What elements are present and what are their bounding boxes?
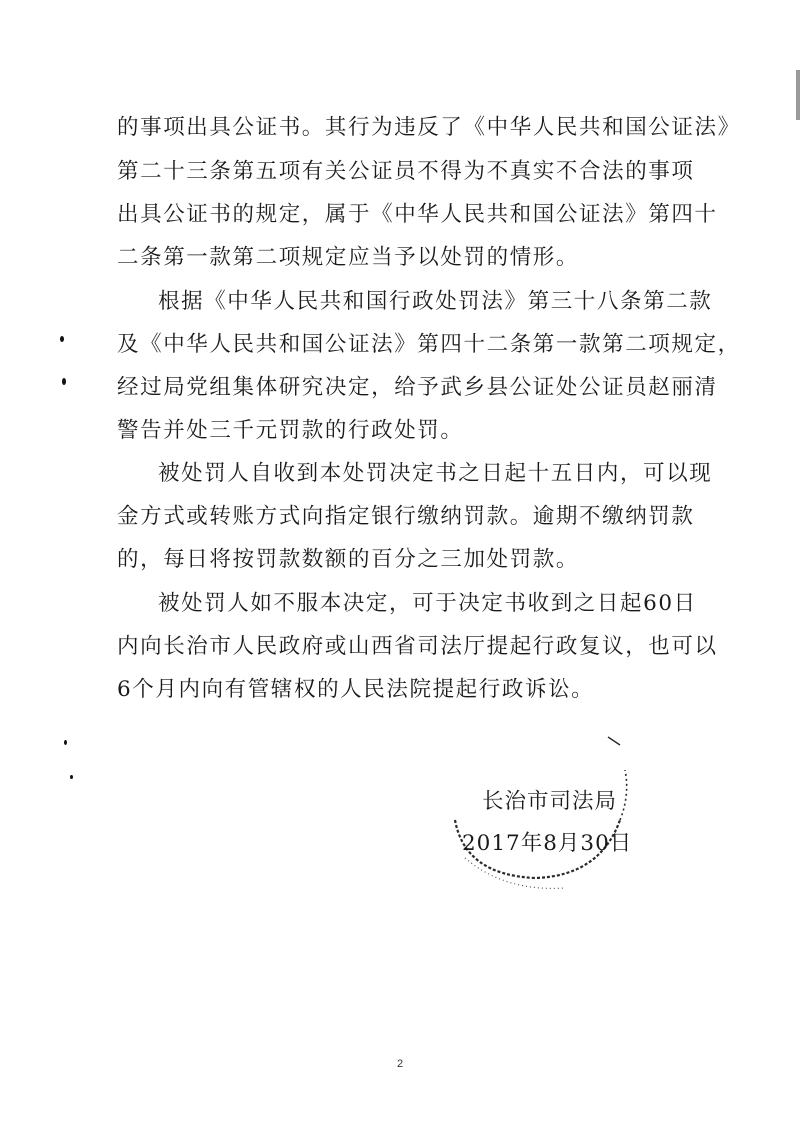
scan-dot-mark <box>70 775 73 779</box>
issue-date: 2017年8月30日 <box>462 831 633 856</box>
page-number: 2 <box>396 1058 404 1070</box>
paragraph-3-line-3: 的，每日将按罚款数额的百分之三加处罚款。 <box>117 547 580 572</box>
paragraph-1-line-1: 的事项出具公证书。其行为违反了《中华人民共和国公证法》 <box>117 115 741 140</box>
paragraph-4-line-2: 内向长治市人民政府或山西省司法厅提起行政复议，也可以 <box>117 634 718 659</box>
paragraph-1-line-2: 第二十三条第五项有关公证员不得为不真实不合法的事项 <box>117 159 695 184</box>
scan-dot-mark <box>64 740 67 745</box>
paragraph-2-line-2: 及《中华人民共和国公证法》第四十二条第一款第二项规定， <box>117 332 741 357</box>
paragraph-4-line-3: 6个月内向有管辖权的人民法院提起行政诉讼。 <box>117 677 595 702</box>
paragraph-2-line-1: 根据《中华人民共和国行政处罚法》第三十八条第二款 <box>158 289 713 314</box>
paragraph-2-line-3: 经过局党组集体研究决定，给予武乡县公证处公证员赵丽清 <box>117 375 718 400</box>
paragraph-1-line-4: 二条第一款第二项规定应当予以处罚的情形。 <box>117 245 580 270</box>
scan-dot-mark <box>62 378 66 385</box>
issuer-name: 长治市司法局 <box>482 789 618 814</box>
paragraph-2-line-4: 警告并处三千元罚款的行政处罚。 <box>117 418 464 443</box>
paragraph-1-line-3: 出具公证书的规定，属于《中华人民共和国公证法》第四十 <box>117 202 718 227</box>
scan-edge-mark <box>796 70 800 120</box>
paragraph-3-line-2: 金方式或转账方式向指定银行缴纳罚款。逾期不缴纳罚款 <box>117 504 695 529</box>
scan-dot-mark <box>60 336 64 342</box>
paragraph-4-line-1: 被处罚人如不服本决定，可于决定书收到之日起60日 <box>158 591 697 616</box>
paragraph-3-line-1: 被处罚人自收到本处罚决定书之日起十五日内，可以现 <box>158 461 713 486</box>
